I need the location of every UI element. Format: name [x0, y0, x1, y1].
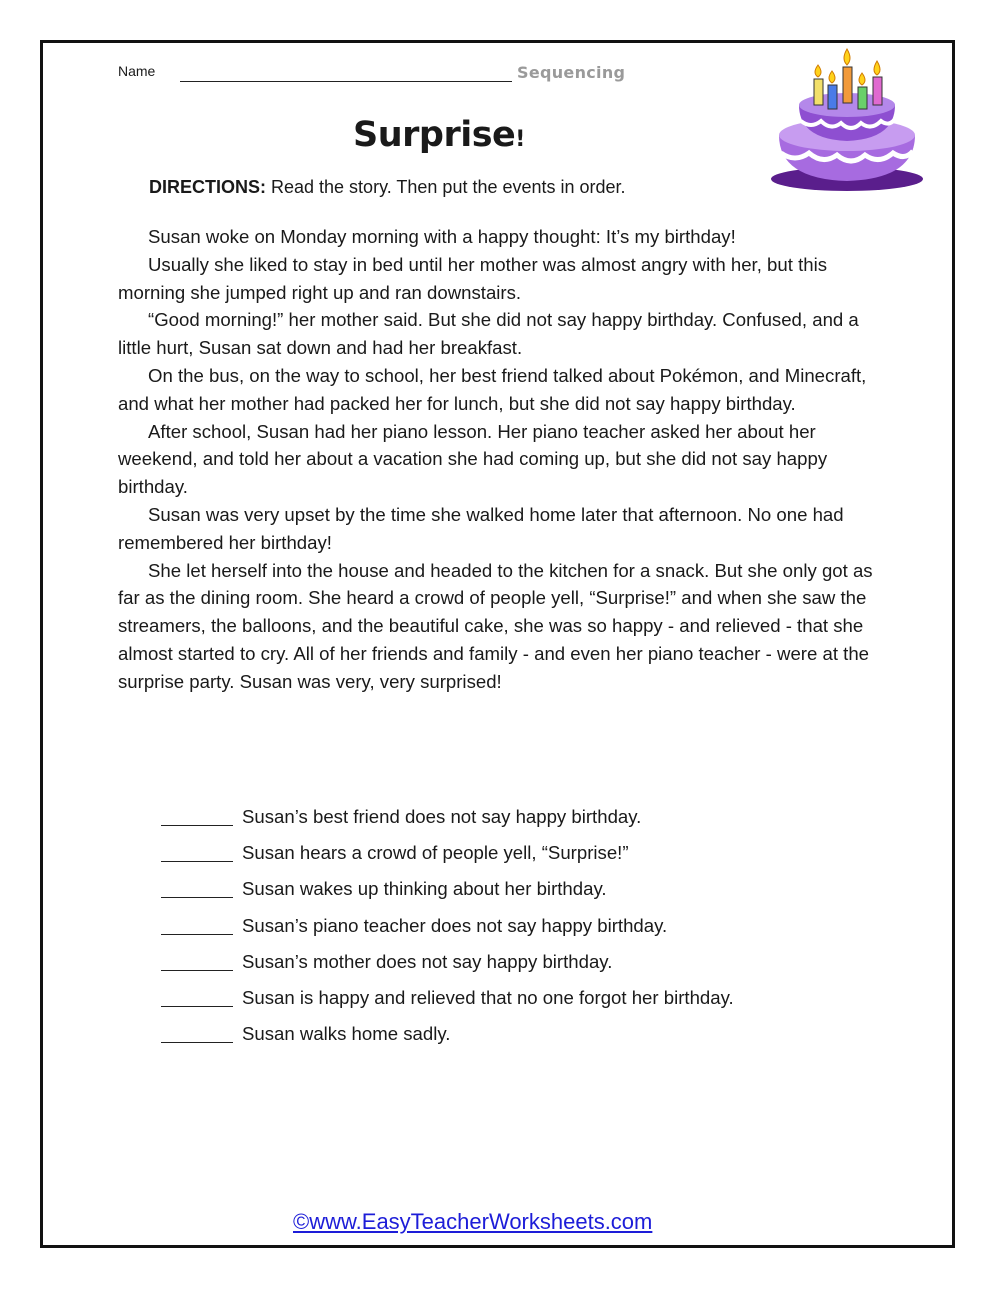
- story-paragraph: On the bus, on the way to school, her best friend talked about Pokémon, and Minecraft, and what her mother had packed her for lunch, but she did not say happy birthday.: [118, 364, 867, 414]
- order-answer-blank[interactable]: [161, 825, 233, 826]
- event-text: Susan is happy and relieved that no one forgot her birthday.: [242, 986, 734, 1008]
- story-paragraph: After school, Susan had her piano lesson. Her piano teacher asked her about her weekend, and told her about a vacation she had coming up, but she did not say happy birthday.: [118, 420, 828, 498]
- event-text: Susan walks home sadly.: [242, 1023, 451, 1045]
- story-paragraph: Susan woke on Monday morning with a happy thought: It’s my birthday!: [148, 226, 736, 247]
- story-paragraph: Usually she liked to stay in bed until her mother was almost angry with her, but this morning she jumped right up and ran downstairs.: [118, 253, 827, 303]
- event-text: Susan’s piano teacher does not say happy birthday.: [242, 914, 668, 936]
- order-answer-blank[interactable]: [161, 1006, 233, 1007]
- worksheet-category: Sequencing: [517, 63, 626, 82]
- order-answer-blank[interactable]: [161, 861, 233, 862]
- directions-text: Read the story. Then put the events in order.: [266, 177, 626, 197]
- story-paragraph: “Good morning!” her mother said. But she did not say happy birthday. Confused, and a little hurt, Susan sat down and had her breakfast.: [118, 309, 859, 359]
- birthday-cake-icon: [765, 43, 925, 195]
- story-paragraph: She let herself into the house and headed to the kitchen for a snack. But she only got as far as the dining room. She heard a crowd of people yell, “Surprise!” and when she saw the streamers, the balloons, and the beautiful cake, she was so happy - and relieved - that she almost started to cry. All of her friends and family - and even her piano teacher - were at the surprise party. Susan was very, very surprised!: [118, 559, 873, 692]
- event-text: Susan hears a crowd of people yell, “Surprise!”: [242, 842, 629, 864]
- story-paragraph: Susan was very upset by the time she walked home later that afternoon. No one had remembered her birthday!: [118, 503, 844, 553]
- order-answer-blank[interactable]: [161, 1042, 233, 1043]
- directions-label: DIRECTIONS:: [149, 177, 266, 197]
- event-text: Susan’s best friend does not say happy birthday.: [242, 806, 642, 827]
- order-answer-blank[interactable]: [161, 934, 233, 935]
- worksheet-page: [40, 40, 955, 1248]
- title-text: Surprise: [353, 115, 516, 155]
- page-title: [353, 115, 525, 155]
- event-text: Susan’s mother does not say happy birthday.: [242, 950, 613, 972]
- name-field-line[interactable]: [180, 81, 512, 82]
- order-answer-blank[interactable]: [161, 897, 233, 898]
- story-text: [118, 223, 888, 696]
- footer-website-link[interactable]: ©www.EasyTeacherWorksheets.com: [293, 1209, 653, 1234]
- name-label: Name: [118, 63, 156, 79]
- directions: [149, 177, 626, 198]
- order-answer-blank[interactable]: [161, 970, 233, 971]
- title-exclamation: !: [515, 127, 525, 152]
- event-text: Susan wakes up thinking about her birthday.: [242, 878, 607, 900]
